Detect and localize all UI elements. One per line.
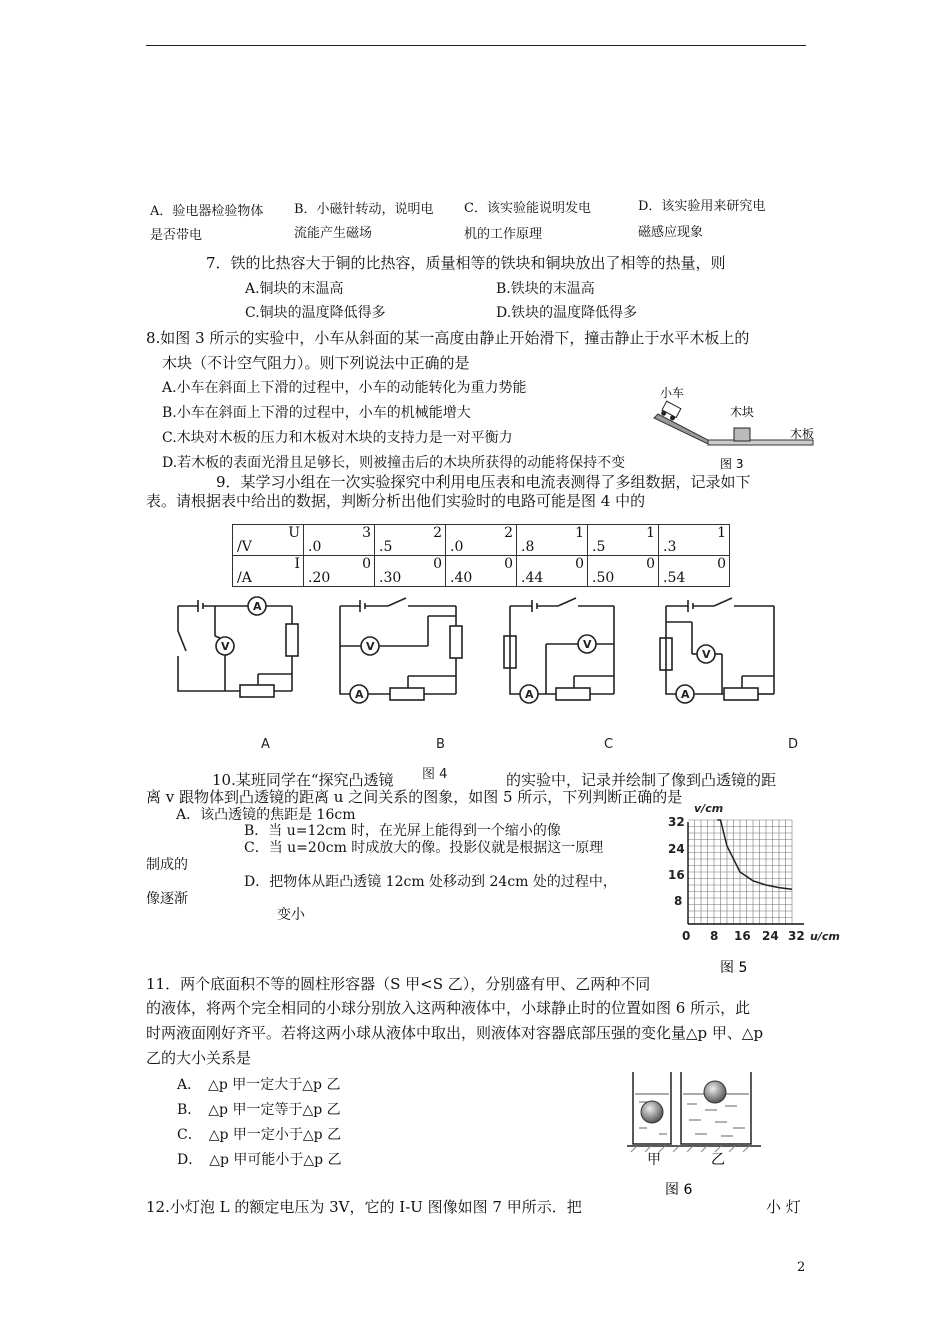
x-tick-label: 0 (682, 929, 691, 943)
table-cell: 0 .40 (446, 556, 517, 587)
figure-4-label: 图 4 (422, 767, 448, 782)
q8-option-c: C.木块对木板的压力和木板对木块的支持力是一对平衡力 (162, 430, 513, 446)
q10-option-c-cont: 制成的 (146, 857, 188, 873)
label-block: 木块 (730, 405, 755, 419)
table-cell: 0 .30 (375, 556, 446, 587)
circuit-d (660, 598, 774, 703)
q10-option-d-cont2: 变小 (277, 907, 305, 923)
x-axis-label: u/cm (810, 930, 840, 943)
table-cell: 0 .20 (304, 556, 375, 587)
table-head-u: U /V (233, 525, 304, 556)
ammeter-c: A (525, 688, 534, 701)
y-tick-label: 8 (674, 894, 683, 908)
table-cell: 1 .8 (517, 525, 588, 556)
ammeter-d: A (681, 688, 690, 701)
q12-stem-tail: 小 灯 (766, 1198, 801, 1216)
table-cell: 2 .0 (446, 525, 517, 556)
q10-stem-line1: 10.某班同学在“探究凸透镜 (212, 771, 394, 789)
voltmeter-d: V (702, 648, 711, 661)
q11-option-b: B． △p 甲一定等于△p 乙 (177, 1102, 341, 1118)
figure-5-chart (664, 800, 844, 980)
v-u-curve (717, 820, 792, 889)
wood-block (734, 428, 750, 441)
ammeter-b: A (355, 688, 364, 701)
ramp-incline (654, 414, 708, 444)
figure-4-circuits (160, 596, 810, 786)
circuit-label-d: D (788, 737, 799, 752)
q11-option-a: A． △p 甲一定大于△p 乙 (177, 1077, 341, 1093)
q6-a-line1: A．验电器检验物体 (150, 204, 264, 219)
figure-3-ramp (648, 382, 818, 472)
q6-b-line2: 流能产生磁场 (294, 226, 373, 241)
y-tick-label: 32 (668, 815, 685, 829)
circuit-label-a: A (261, 737, 270, 752)
circuit-c (504, 598, 614, 703)
q10-option-d: D．把物体从距凸透镜 12cm 处移动到 24cm 处的过程中， (244, 874, 617, 890)
q6-c-line1: C．该实验能说明发电 (464, 201, 591, 216)
q9-stem-line1: 9．某学习小组在一次实验探究中利用电压表和电流表测得了多组数据，记录如下 (216, 473, 751, 491)
q9-stem-line2: 表。请根据表中给出的数据，判断分析出他们实验时的电路可能是图 4 中的 (146, 492, 646, 510)
data-table (232, 524, 730, 587)
table-row-current (233, 556, 730, 587)
q10-stem-line1b: 的实验中，记录并绘制了像到凸透镜的距 (506, 771, 777, 789)
circuit-label-c: C (604, 737, 614, 752)
circuit-label-b: B (436, 737, 445, 752)
voltmeter-a: V (221, 640, 230, 653)
q8-stem-line1: 8.如图 3 所示的实验中，小车从斜面的某一高度由静止开始滑下，撞击静止于水平木板上的 (146, 329, 750, 347)
q6-option-b (294, 198, 434, 246)
y-tick-label: 24 (668, 842, 685, 856)
label-jia: 甲 (647, 1152, 661, 1168)
q10-option-a: A．该凸透镜的焦距是 16cm (176, 807, 356, 823)
table-cell: 3 .0 (304, 525, 375, 556)
figure-6-containers (625, 1066, 765, 1201)
q6-d-line2: 磁感应现象 (638, 225, 704, 240)
table-cell: 0 .44 (517, 556, 588, 587)
figure-5-label: 图 5 (720, 960, 748, 976)
ball-jia (641, 1101, 663, 1123)
q6-c-line2: 机的工作原理 (464, 227, 543, 242)
q11-stem-line2: 的液体，将两个完全相同的小球分别放入这两种液体中，小球静止时的位置如图 6 所示，此 (146, 999, 751, 1017)
q11-stem-line3: 时两液面刚好齐平。若将这两小球从液体中取出，则液体对容器底部压强的变化量△p 甲、△p (146, 1024, 764, 1042)
figure-6-label: 图 6 (665, 1182, 693, 1198)
ammeter-a: A (253, 600, 262, 613)
q8-stem-line2: 木块（不计空气阻力）。则下列说法中正确的是 (162, 354, 470, 372)
q10-stem-line2: 离 v 跟物体到凸透镜的距离 u 之间关系的图象，如图 5 所示，下列判断正确的是 (146, 788, 683, 806)
q7-option-d: D.铁块的温度降低得多 (496, 305, 638, 321)
circuit-a (178, 597, 298, 697)
table-head-i: I /A (233, 556, 304, 587)
x-tick-label: 32 (788, 929, 805, 943)
q11-option-d: D． △p 甲可能小于△p 乙 (177, 1152, 342, 1168)
x-tick-label: 24 (762, 929, 779, 943)
q10-option-b: B．当 u=12cm 时，在光屏上能得到一个缩小的像 (244, 823, 561, 839)
q6-option-a (150, 200, 263, 248)
q10-option-d-cont: 像逐渐 (146, 891, 188, 907)
q12-stem: 12.小灯泡 L 的额定电压为 3V，它的 I-U 图像如图 7 甲所示．把 (146, 1198, 582, 1216)
q11-stem-line4: 乙的大小关系是 (146, 1049, 252, 1067)
table-cell: 0 .50 (588, 556, 659, 587)
q7-stem: 7．铁的比热容大于铜的比热容，质量相等的铁块和铜块放出了相等的热量，则 (206, 254, 726, 272)
y-axis-label: v/cm (694, 802, 724, 815)
q6-d-line1: D．该实验用来研究电 (638, 199, 766, 214)
table-cell: 2 .5 (375, 525, 446, 556)
q8-option-b: B.小车在斜面上下滑的过程中，小车的机械能增大 (162, 405, 471, 421)
x-tick-label: 8 (710, 929, 719, 943)
x-tick-label: 16 (734, 929, 751, 943)
ball-yi (704, 1081, 726, 1103)
q8-option-d: D.若木板的表面光滑且足够长，则被撞击后的木块所获得的动能将保持不变 (162, 455, 626, 471)
q6-a-line2: 是否带电 (150, 228, 203, 243)
q11-option-c: C． △p 甲一定小于△p 乙 (177, 1127, 342, 1143)
label-yi: 乙 (711, 1152, 725, 1168)
q7-option-a: A.铜块的末温高 (245, 281, 344, 297)
table-row-voltage (233, 525, 730, 556)
q11-stem-line1: 11．两个底面积不等的圆柱形容器（S 甲<S 乙），分别盛有甲、乙两种不同 (146, 975, 651, 993)
label-board: 木板 (790, 427, 815, 441)
q6-b-line1: B．小磁针转动，说明电 (294, 202, 434, 217)
q7-option-b: B.铁块的末温高 (496, 281, 595, 297)
q6-option-c (464, 196, 591, 248)
page-number: 2 (797, 1260, 806, 1275)
q7-option-c: C.铜块的温度降低得多 (245, 305, 386, 321)
label-car: 小车 (660, 386, 685, 400)
table-cell: 0 .54 (659, 556, 730, 587)
voltmeter-b: V (366, 640, 375, 653)
figure-3-label: 图 3 (720, 457, 744, 471)
q8-option-a: A.小车在斜面上下滑的过程中，小车的动能转化为重力势能 (162, 380, 527, 396)
q6-option-d (638, 194, 765, 246)
header-rule (146, 45, 806, 46)
q10-option-c: C．当 u=20cm 时成放大的像。投影仪就是根据这一原理 (244, 840, 604, 856)
table-cell: 1 .5 (588, 525, 659, 556)
table-cell: 1 .3 (659, 525, 730, 556)
y-tick-label: 16 (668, 868, 685, 882)
voltmeter-c: V (583, 638, 592, 651)
